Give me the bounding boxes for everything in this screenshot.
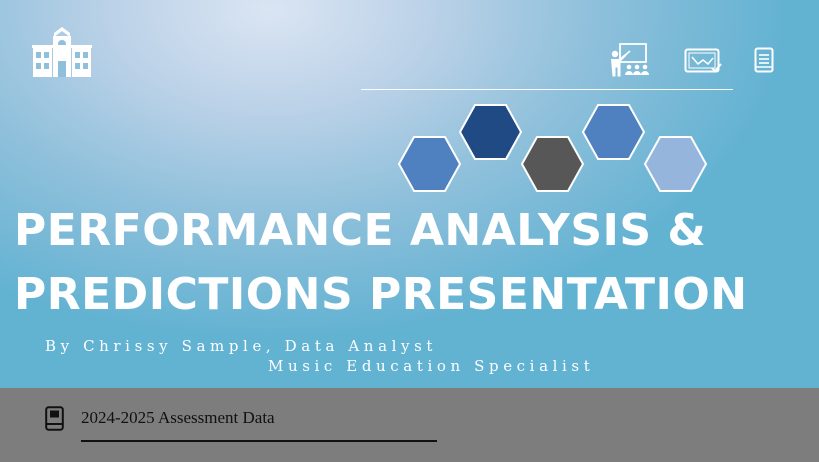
author-role: Music Education Specialist bbox=[268, 357, 595, 375]
hexagon-2 bbox=[460, 105, 521, 159]
footer-book-icon bbox=[45, 406, 64, 431]
tablet-chart-icon bbox=[684, 48, 722, 74]
school-building-icon bbox=[32, 27, 92, 77]
footer-assessment-label: 2024-2025 Assessment Data bbox=[81, 408, 275, 427]
hexagon-3 bbox=[522, 137, 583, 191]
header-divider bbox=[361, 89, 733, 90]
footer-underline bbox=[81, 440, 437, 442]
presentation-title-line-2: PREDICTIONS PRESENTATION bbox=[14, 269, 748, 320]
hexagon-1 bbox=[399, 137, 460, 191]
author-byline: By Chrissy Sample, Data Analyst bbox=[45, 337, 438, 355]
hexagon-4 bbox=[583, 105, 644, 159]
book-icon bbox=[754, 47, 774, 73]
hexagon-5 bbox=[645, 137, 706, 191]
hexagon-cluster bbox=[390, 100, 720, 200]
presentation-title-line-1: PERFORMANCE ANALYSIS & bbox=[14, 205, 707, 256]
teacher-presentation-icon bbox=[610, 43, 650, 78]
